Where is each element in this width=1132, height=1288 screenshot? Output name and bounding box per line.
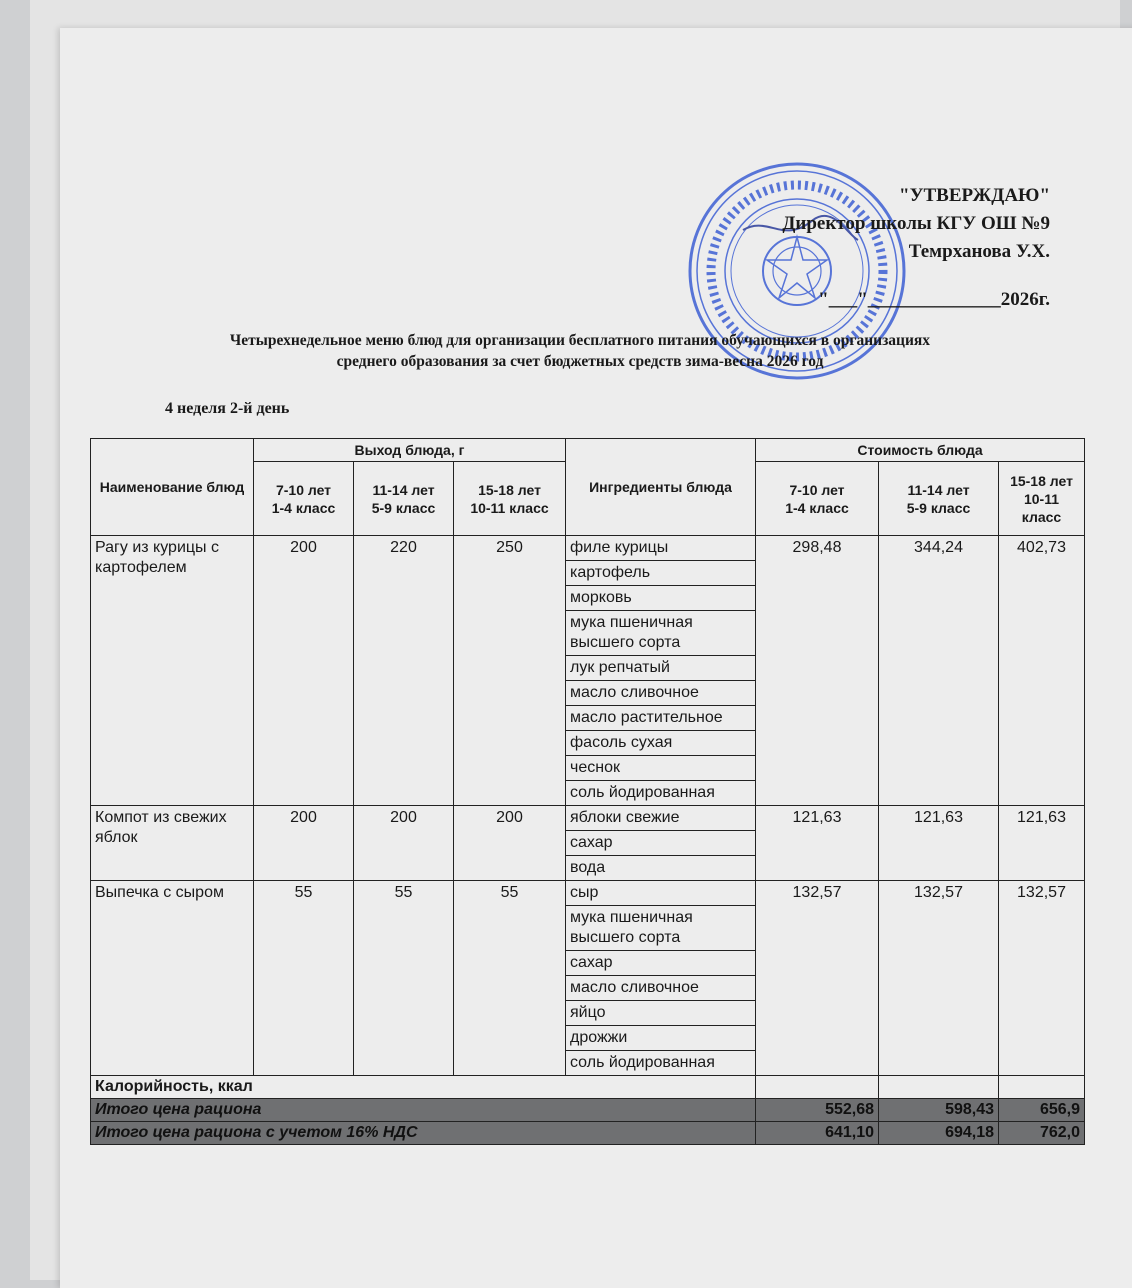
header-cost-age-1: 7-10 лет 1-4 класс <box>756 462 879 536</box>
dish-cost: 121,63 <box>999 806 1085 881</box>
title-line-1: Четырехнедельное меню блюд для организации бесплатного питания обучающихся в организациях <box>229 332 931 349</box>
dish-output: 220 <box>354 536 454 806</box>
dish-output: 200 <box>454 806 566 881</box>
approval-name: Темрханова У.Х. <box>908 241 1050 262</box>
ingredient: сыр <box>566 881 756 906</box>
ingredient: картофель <box>566 561 756 586</box>
header-output-age-1: 7-10 лет 1-4 класс <box>254 462 354 536</box>
approval-heading: "УТВЕРЖДАЮ" <box>899 185 1050 206</box>
dish-output: 55 <box>354 881 454 1076</box>
calories-label: Калорийность, ккал <box>91 1076 756 1099</box>
ingredient: соль йодированная <box>566 781 756 806</box>
header-output-age-2: 11-14 лет 5-9 класс <box>354 462 454 536</box>
dish-cost: 298,48 <box>756 536 879 806</box>
dish-output: 55 <box>454 881 566 1076</box>
ingredient: дрожжи <box>566 1026 756 1051</box>
dish-output: 55 <box>254 881 354 1076</box>
ingredient: масло сливочное <box>566 681 756 706</box>
menu-table <box>90 438 1085 1145</box>
ingredient: яблоки свежие <box>566 806 756 831</box>
approval-date: "___"______________2026г. <box>818 289 1050 310</box>
total-value: 552,68 <box>756 1099 879 1122</box>
ingredient: фасоль сухая <box>566 731 756 756</box>
title-line-2: среднего образования за счет бюджетных средств зима-весна 2026 год <box>336 353 824 370</box>
ingredient: сахар <box>566 951 756 976</box>
dish-cost: 121,63 <box>879 806 999 881</box>
total-label: Итого цена рациона <box>91 1099 756 1122</box>
total-vat-value: 762,0 <box>999 1122 1085 1145</box>
total-value: 656,9 <box>999 1099 1085 1122</box>
dish-name: Компот из свежих яблок <box>91 806 254 881</box>
dish-output: 250 <box>454 536 566 806</box>
ingredient: масло растительное <box>566 706 756 731</box>
ingredient: масло сливочное <box>566 976 756 1001</box>
dish-cost: 132,57 <box>879 881 999 1076</box>
calories-value <box>999 1076 1085 1099</box>
ingredient: мука пшеничная высшего сорта <box>566 611 756 656</box>
ingredient: филе курицы <box>566 536 756 561</box>
dish-name: Рагу из курицы с картофелем <box>91 536 254 806</box>
header-cost-age-3: 15-18 лет 10-11 класс <box>999 462 1085 536</box>
calories-value <box>879 1076 999 1099</box>
ingredient: яйцо <box>566 1001 756 1026</box>
ingredient: вода <box>566 856 756 881</box>
header-cost: Стоимость блюда <box>756 439 1085 462</box>
ingredient: лук репчатый <box>566 656 756 681</box>
ingredient: чеснок <box>566 756 756 781</box>
ingredient: сахар <box>566 831 756 856</box>
dish-cost: 132,57 <box>999 881 1085 1076</box>
dish-output: 200 <box>254 806 354 881</box>
approval-position: Директор школы КГУ ОШ №9 <box>782 213 1050 234</box>
total-vat-label: Итого цена рациона с учетом 16% НДС <box>91 1122 756 1145</box>
total-vat-value: 694,18 <box>879 1122 999 1145</box>
header-output: Выход блюда, г <box>254 439 566 462</box>
dish-cost: 344,24 <box>879 536 999 806</box>
dish-cost: 402,73 <box>999 536 1085 806</box>
dish-cost: 121,63 <box>756 806 879 881</box>
dish-output: 200 <box>254 536 354 806</box>
total-vat-value: 641,10 <box>756 1122 879 1145</box>
dish-output: 200 <box>354 806 454 881</box>
approval-block <box>782 182 1050 314</box>
header-ingredients: Ингредиенты блюда <box>566 439 756 536</box>
calories-value <box>756 1076 879 1099</box>
dish-cost: 132,57 <box>756 881 879 1076</box>
total-value: 598,43 <box>879 1099 999 1122</box>
header-cost-age-2: 11-14 лет 5-9 класс <box>879 462 999 536</box>
dish-name: Выпечка с сыром <box>91 881 254 1076</box>
header-output-age-3: 15-18 лет 10-11 класс <box>454 462 566 536</box>
ingredient: мука пшеничная высшего сорта <box>566 906 756 951</box>
ingredient: соль йодированная <box>566 1051 756 1076</box>
document-title <box>120 330 1040 372</box>
header-dish-name: Наименование блюд <box>91 439 254 536</box>
ingredient: морковь <box>566 586 756 611</box>
day-label: 4 неделя 2-й день <box>165 400 290 417</box>
